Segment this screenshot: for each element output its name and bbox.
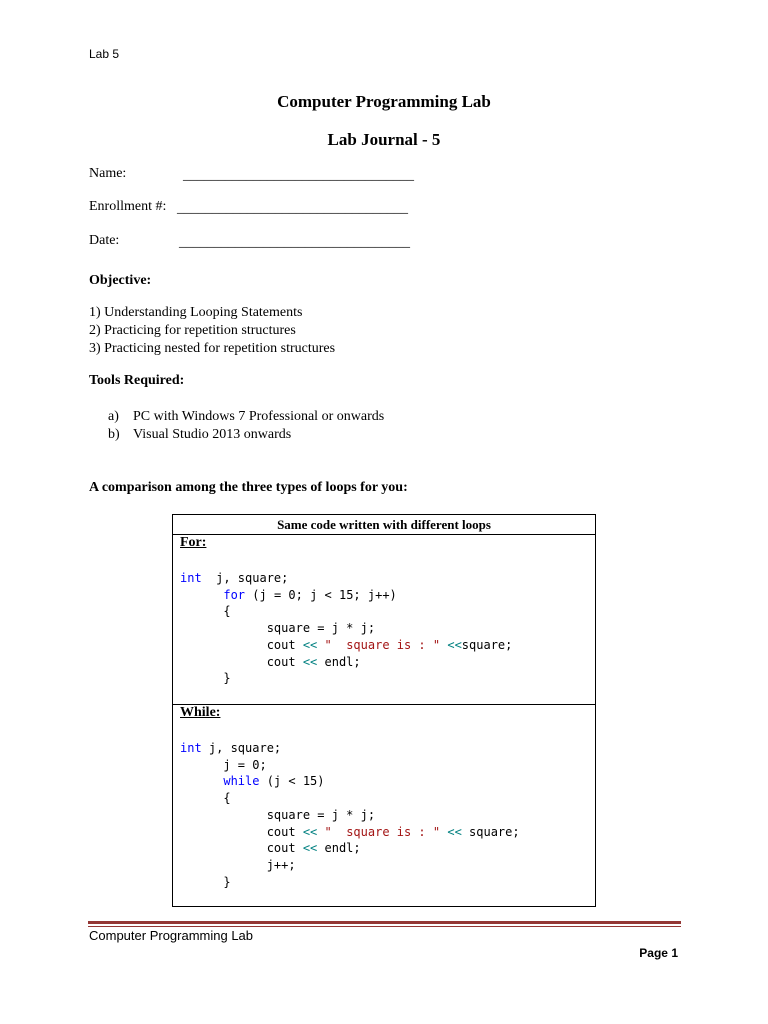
tools-item-text: Visual Studio 2013 onwards xyxy=(133,427,292,442)
code-line xyxy=(180,637,512,654)
table-header: Same code written with different loops xyxy=(173,515,595,535)
objective-item: 1) Understanding Looping Statements xyxy=(89,305,303,320)
code-text: cout xyxy=(180,841,303,856)
code-text: (j < 15) xyxy=(259,774,325,789)
for-loop-code xyxy=(180,570,512,687)
enrollment-field-line: _________________________________ xyxy=(177,201,408,216)
code-text: cout xyxy=(180,824,303,839)
code-line xyxy=(180,773,520,790)
for-section-title: For: xyxy=(180,535,207,550)
code-line xyxy=(180,757,520,774)
footer-rule xyxy=(88,921,681,924)
code-text: j = 0; xyxy=(180,757,267,772)
list-marker: a) xyxy=(108,409,119,424)
tools-item xyxy=(108,426,384,444)
document-title: Computer Programming Lab xyxy=(277,92,491,111)
code-operator: << xyxy=(302,654,318,669)
tools-list xyxy=(108,408,384,444)
code-text: { xyxy=(180,604,231,619)
while-section-title: While: xyxy=(180,705,221,720)
code-text: (j = 0; j < 15; j++) xyxy=(245,587,397,602)
code-line xyxy=(180,587,512,604)
code-line xyxy=(180,807,520,824)
code-operator: << xyxy=(302,637,318,652)
code-text: square; xyxy=(461,637,513,652)
code-operator: << xyxy=(302,824,318,839)
code-operator: << xyxy=(447,824,462,839)
code-text: } xyxy=(180,874,231,889)
comparison-heading: A comparison among the three types of loops for you: xyxy=(89,480,408,495)
code-string: " square is : " xyxy=(324,824,441,839)
code-text: endl; xyxy=(317,841,361,856)
code-text xyxy=(317,825,324,839)
document-subtitle: Lab Journal - 5 xyxy=(327,130,441,149)
tools-item-text: PC with Windows 7 Professional or onwards xyxy=(133,409,385,424)
footer-rule-thin xyxy=(88,926,681,927)
objective-heading: Objective: xyxy=(89,273,152,288)
code-text: } xyxy=(180,671,231,686)
code-string: " square is : " xyxy=(324,637,441,652)
code-text: j, square; xyxy=(201,741,282,755)
code-line xyxy=(180,603,512,620)
loop-comparison-table xyxy=(172,514,596,907)
objective-list xyxy=(89,304,335,358)
code-text: cout xyxy=(180,637,303,652)
code-line xyxy=(180,654,512,671)
code-text: endl; xyxy=(317,654,361,669)
while-loop-code xyxy=(180,740,520,890)
list-marker: b) xyxy=(108,427,120,442)
name-field-line: _________________________________ xyxy=(183,168,414,183)
header-lab-label: Lab 5 xyxy=(89,47,120,61)
tools-item xyxy=(108,408,384,426)
code-line xyxy=(180,874,520,891)
code-text: cout xyxy=(180,654,303,669)
code-line xyxy=(180,840,520,857)
code-keyword: int xyxy=(180,571,202,585)
footer-title: Computer Programming Lab xyxy=(89,928,254,943)
code-keyword: int xyxy=(180,741,202,755)
code-text: square = j * j; xyxy=(180,807,376,822)
code-line xyxy=(180,620,512,637)
code-text: { xyxy=(180,791,231,806)
code-operator: << xyxy=(302,841,318,856)
code-line xyxy=(180,670,512,687)
code-text xyxy=(180,774,223,788)
code-text: j, square; xyxy=(201,571,289,585)
code-line xyxy=(180,790,520,807)
code-line xyxy=(180,570,512,587)
code-line xyxy=(180,824,520,841)
objective-item: 3) Practicing nested for repetition structures xyxy=(89,341,336,356)
code-line xyxy=(180,857,520,874)
code-text: square = j * j; xyxy=(180,621,376,636)
code-text: j++; xyxy=(180,857,296,872)
objective-item: 2) Practicing for repetition structures xyxy=(89,323,296,338)
enrollment-label: Enrollment #: xyxy=(89,199,167,214)
code-keyword: while xyxy=(223,774,260,789)
date-field-line: _________________________________ xyxy=(179,235,410,250)
page-number: Page 1 xyxy=(639,946,678,960)
code-keyword: for xyxy=(223,587,246,602)
code-text xyxy=(180,588,223,602)
code-text: square; xyxy=(461,824,520,839)
code-line xyxy=(180,740,520,757)
tools-heading: Tools Required: xyxy=(89,373,185,388)
table-divider xyxy=(173,704,595,705)
code-text xyxy=(317,638,324,652)
date-label: Date: xyxy=(89,233,120,248)
code-operator: << xyxy=(447,637,462,652)
name-label: Name: xyxy=(89,166,127,181)
